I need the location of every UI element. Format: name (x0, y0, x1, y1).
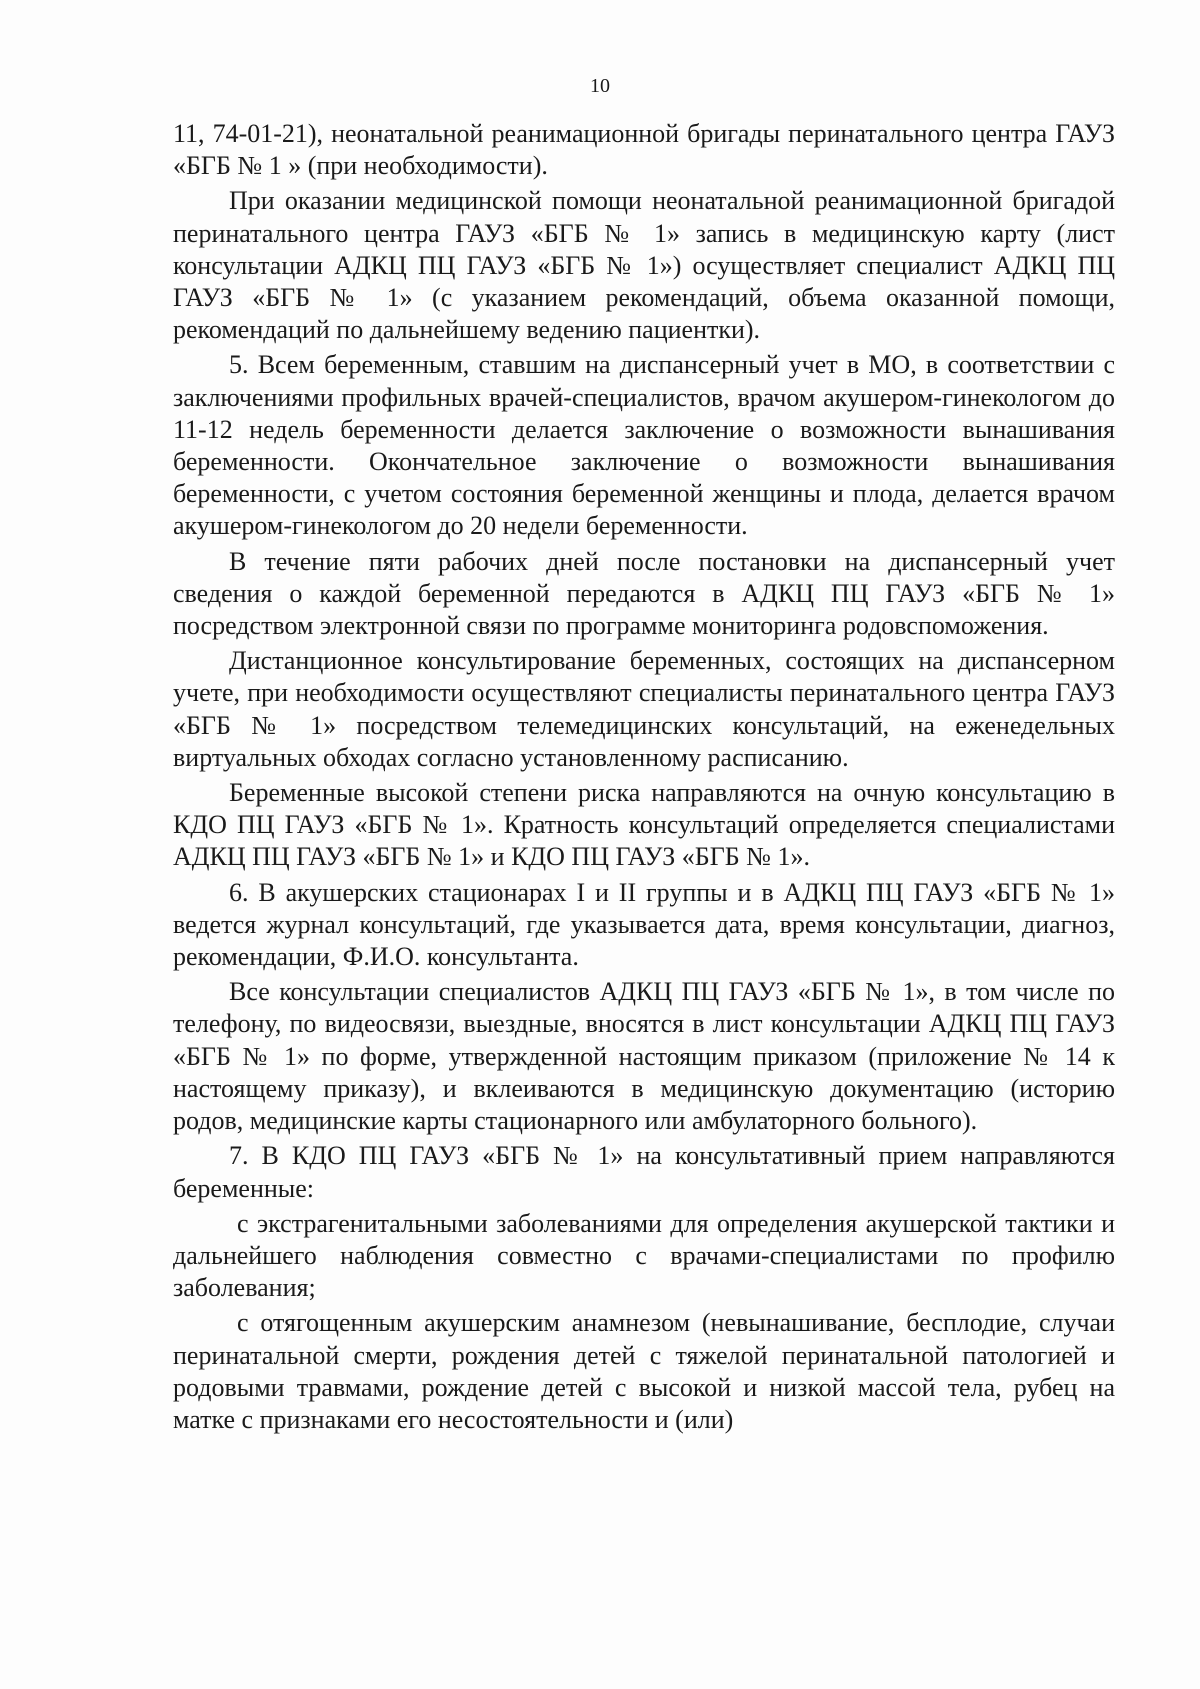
paragraph-consultation-records: Все консультации специалистов АДКЦ ПЦ ГАУЗ «БГБ № 1», в том числе по телефону, по видеосвязи, выездные, вносятся в лист консультации АДКЦ ПЦ ГАУЗ «БГБ № 1» по форме, утвержденной настоящим приказом (приложение № 14 к настоящему приказу), и вклеиваются в медицинскую документацию (историю родов, медицинские карты стационарного или амбулаторного больного). (173, 977, 1115, 1136)
list-item-extragenital: с экстрагенитальными заболеваниями для определения акушерской тактики и дальнейшего наблюдения совместно с врачами-специалистами по профилю заболевания; (173, 1208, 1115, 1303)
paragraph-item-6: 6. В акушерских стационарах I и II группы и в АДКЦ ПЦ ГАУЗ «БГБ № 1» ведется журнал консультаций, где указывается дата, время консультации, диагноз, рекомендации, Ф.И.О. консультанта. (173, 877, 1115, 972)
paragraph-high-risk-referral: Беременные высокой степени риска направляются на очную консультацию в КДО ПЦ ГАУЗ «БГБ № 1». Кратность консультаций определяется специалистами АДКЦ ПЦ ГАУЗ «БГБ № 1» и КДО ПЦ ГАУЗ «БГБ № 1». (173, 778, 1115, 872)
page-number: 10 (590, 75, 610, 97)
paragraph-five-working-days: В течение пяти рабочих дней после постановки на диспансерный учет сведения о каждой беременной передаются в АДКЦ ПЦ ГАУЗ «БГБ № 1» посредством электронной связи по программе мониторинга родовспоможения. (173, 546, 1115, 641)
document-body (173, 118, 1115, 1439)
paragraph-continuation: 11, 74-01-21), неонатальной реанимационной бригады перинатального центра ГАУЗ «БГБ № 1 » (при необходимости). (173, 119, 1115, 181)
paragraph-item-7: 7. В КДО ПЦ ГАУЗ «БГБ № 1» на консультативный прием направляются беременные: (173, 1141, 1115, 1203)
paragraph-remote-consulting: Дистанционное консультирование беременных, состоящих на диспансерном учете, при необходимости осуществляют специалисты перинатального центра ГАУЗ «БГБ № 1» посредством телемедицинских консультаций, на еженедельных виртуальных обходах согласно установленному расписанию. (173, 646, 1115, 772)
paragraph-neonatal-team-record: При оказании медицинской помощи неонатальной реанимационной бригадой перинатального центра ГАУЗ «БГБ № 1» запись в медицинскую карту (лист консультации АДКЦ ПЦ ГАУЗ «БГБ № 1») осуществляет специалист АДКЦ ПЦ ГАУЗ «БГБ № 1» (с указанием рекомендаций, объема оказанной помощи, рекомендаций по дальнейшему ведению пациентки). (173, 186, 1115, 345)
paragraph-item-5: 5. Всем беременным, ставшим на диспансерный учет в МО, в соответствии с заключениями профильных врачей-специалистов, врачом акушером-гинекологом до 11-12 недель беременности делается заключение о возможности вынашивания беременности. Окончательное заключение о возможности вынашивания беременности, с учетом состояния беременной женщины и плода, делается врачом акушером-гинекологом до 20 недели беременности. (173, 350, 1115, 541)
list-item-obstetric-history: с отягощенным акушерским анамнезом (невынашивание, бесплодие, случаи перинатальной смерти, рождения детей с тяжелой перинатальной патологией и родовыми травмами, рождение детей с высокой и низкой массой тела, рубец на матке с признаками его несостоятельности и (или) (173, 1308, 1115, 1434)
